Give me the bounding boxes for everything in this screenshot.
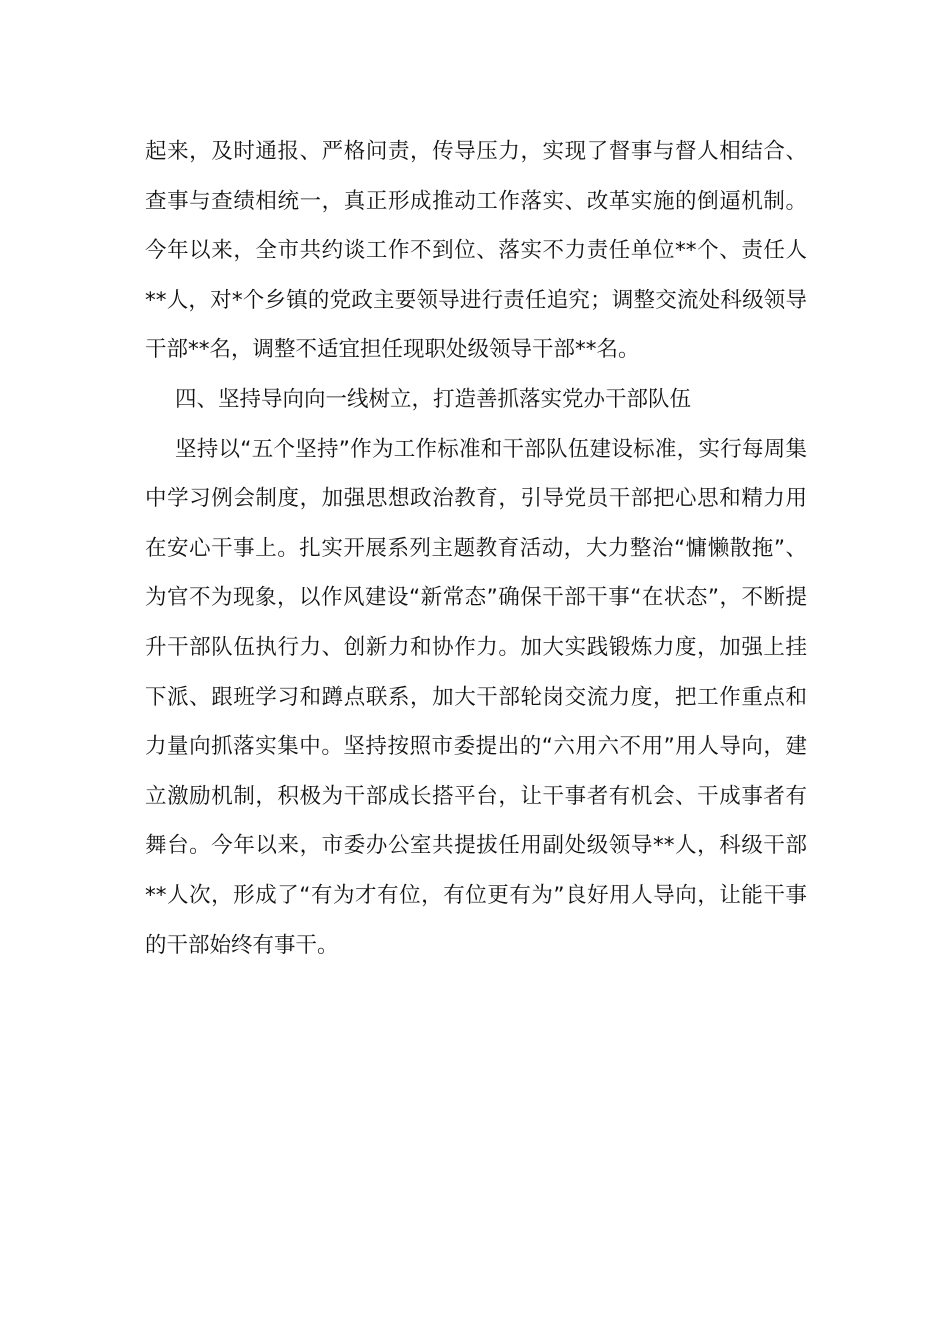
paragraph-accountability: 起来，及时通报、严格问责，传导压力，实现了督事与督人相结合、查事与查绩相统一，真正形成推动工作落实、改革实施的倒逼机制。今年以来，全市共约谈工作不到位、落实不力责任单位**个、责任人**人，对*个乡镇的党政主要领导进行责任追究；调整交流处科级领导干部**名，调整不适宜担任现职处级领导干部**名。 [145,139,807,363]
section-heading-four: 四、坚持导向向一线树立，打造善抓落实党办干部队伍 [175,386,692,412]
paragraph-cadre-team: 坚持以“五个坚持”作为工作标准和干部队伍建设标准，实行每周集中学习例会制度，加强思想政治教育，引导党员干部把心思和精力用在安心干事上。扎实开展系列主题教育活动，大力整治“慵懒散拖”、为官不为现象，以作风建设“新常态”确保干部干事“在状态”，不断提升干部队伍执行力、创新力和协作力。加大实践锻炼力度，加强上挂下派、跟班学习和蹲点联系，加大干部轮岗交流力度，把工作重点和力量向抓落实集中。坚持按照市委提出的“六用六不用”用人导向，建立激励机制，积极为干部成长搭平台，让干事者有机会、干成事者有舞台。今年以来，市委办公室共提拔任用副处级领导**人，科级干部**人次，形成了“有为才有位，有位更有为”良好用人导向，让能干事的干部始终有事干。 [145,436,807,958]
document-body [145,127,807,970]
